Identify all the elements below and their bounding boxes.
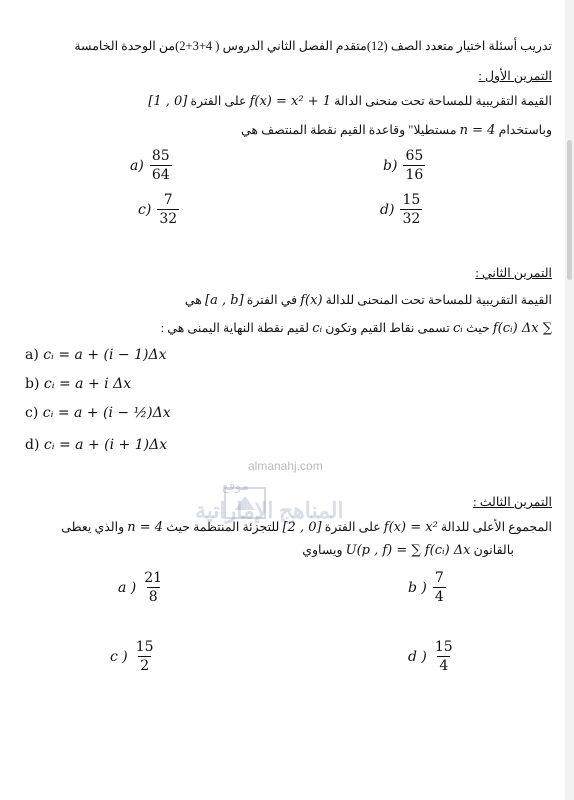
ex1-n-value: n = 4 <box>459 123 496 138</box>
option-letter: d ) <box>408 648 427 665</box>
option-letter: d) <box>380 201 395 218</box>
option-fraction: $\frac{15}{2}$ <box>135 639 154 674</box>
ex1-option-b[interactable] <box>383 148 425 183</box>
vertical-scrollbar[interactable] <box>565 0 574 800</box>
option-letter: b ) <box>408 579 427 596</box>
page-title: تدريب أسئلة اختيار متعدد الصف (12)متقدم الفصل الثاني الدروس ( 4+3+2)من الوحدة الخامسة <box>74 39 552 53</box>
option-fraction: $\frac{65}{16}$ <box>405 148 424 183</box>
option-expression: cᵢ = a + (i − 1)Δx <box>43 347 167 363</box>
option-letter: c) <box>25 405 39 421</box>
ex3-interval: [0 , 2] <box>282 520 322 535</box>
watermark-site-small: موقع <box>222 478 249 493</box>
option-fraction: $\frac{15}{32}$ <box>402 192 421 227</box>
exercise-1-line-2 <box>241 122 552 138</box>
ex2-sum: ∑ f(cᵢ) Δx <box>492 321 552 336</box>
option-letter: a) <box>130 157 144 174</box>
option-fraction: $\frac{15}{4}$ <box>434 639 453 674</box>
ex2-text-f: لقيم نقطة النهاية اليمنى هي : <box>160 321 310 335</box>
ex2-text-d: حيث <box>465 321 490 335</box>
watermark-site-name: المناهج الإماراتية <box>195 498 344 523</box>
ex1-text-c: وباستخدام <box>498 123 552 137</box>
ex3-text-e: بالقانون <box>473 543 514 557</box>
exercise-3-line-2 <box>302 542 514 558</box>
ex3-text-d: والذي يعطى <box>61 520 125 534</box>
ex2-text-b: في الفترة <box>246 293 298 307</box>
option-letter: b) <box>25 376 40 392</box>
ex1-function: f(x) = x² + 1 <box>249 94 331 109</box>
ex1-option-c[interactable] <box>138 192 179 227</box>
ex3-n-value: n = 4 <box>127 520 164 535</box>
exercise-1-line-1 <box>148 93 552 109</box>
option-expression: cᵢ = a + (i − ½)Δx <box>42 405 171 421</box>
ex3-option-d[interactable] <box>408 639 455 674</box>
exercise-2-line-2 <box>161 320 552 336</box>
ex3-option-a[interactable] <box>118 570 164 605</box>
exercise-2-heading: التمرين الثاني : <box>475 266 552 280</box>
ex2-text-c: هي <box>184 293 202 307</box>
ex1-option-a[interactable] <box>130 148 172 183</box>
ex2-text-e: تسمى نقاط القيم وتكون <box>325 321 450 335</box>
watermark-url: almanahj.com <box>248 459 323 473</box>
option-fraction: $\frac{21}{8}$ <box>144 570 163 605</box>
exercise-3-heading: التمرين الثالث : <box>473 495 552 509</box>
option-letter: b) <box>383 157 398 174</box>
ex2-option-c[interactable] <box>25 405 171 421</box>
exercise-1-heading: التمرين الأول : <box>478 69 552 83</box>
option-letter: d) <box>25 437 40 453</box>
ex1-text-a: القيمة التقريبية للمساحة تحت منحنى الدالة <box>334 94 552 108</box>
option-fraction: $\frac{85}{64}$ <box>151 148 170 183</box>
ex3-text-a: المجموع الأعلى للدالة <box>440 520 552 534</box>
ex2-ci: cᵢ <box>452 321 463 336</box>
ex1-option-d[interactable] <box>380 192 422 227</box>
option-letter: a) <box>25 347 39 363</box>
ex2-text-a: القيمة التقريبية للمساحة تحت المنحنى للدالة <box>325 293 552 307</box>
option-fraction: $\frac{7}{4}$ <box>434 570 444 605</box>
ex1-text-d: مستطيلا" وقاعدة القيم نقطة المنتصف هي <box>241 123 457 137</box>
ex3-function: f(x) = x² <box>383 520 438 535</box>
ex2-option-b[interactable] <box>25 376 131 392</box>
option-fraction: $\frac{7}{32}$ <box>159 192 178 227</box>
ex2-option-a[interactable] <box>25 347 166 363</box>
option-letter: c) <box>138 201 152 218</box>
ex1-text-b: على الفترة <box>190 94 247 108</box>
ex3-option-b[interactable] <box>408 570 446 605</box>
ex3-text-f: ويساوي <box>302 543 343 557</box>
option-letter: c ) <box>110 648 128 665</box>
ex2-function: f(x) <box>300 293 323 308</box>
exercise-3-line-1 <box>61 519 552 535</box>
scrollbar-thumb[interactable] <box>567 140 572 280</box>
ex2-option-d[interactable] <box>25 437 167 453</box>
ex3-text-b: على الفترة <box>324 520 381 534</box>
ex3-option-c[interactable] <box>110 639 156 674</box>
option-expression: cᵢ = a + i Δx <box>43 376 132 392</box>
exercise-2-line-1 <box>185 292 552 308</box>
option-expression: cᵢ = a + (i + 1)Δx <box>43 437 168 453</box>
ex3-text-c: للتجزئة المنتظمة حيث <box>166 520 280 534</box>
option-letter: a ) <box>118 579 137 596</box>
ex2-ci-2: cᵢ <box>312 321 323 336</box>
ex3-formula: U(p , f) = ∑ f(cᵢ) Δx <box>345 543 471 558</box>
ex2-interval: [a , b] <box>205 293 244 308</box>
ex1-interval: [0 , 1] <box>148 94 188 109</box>
